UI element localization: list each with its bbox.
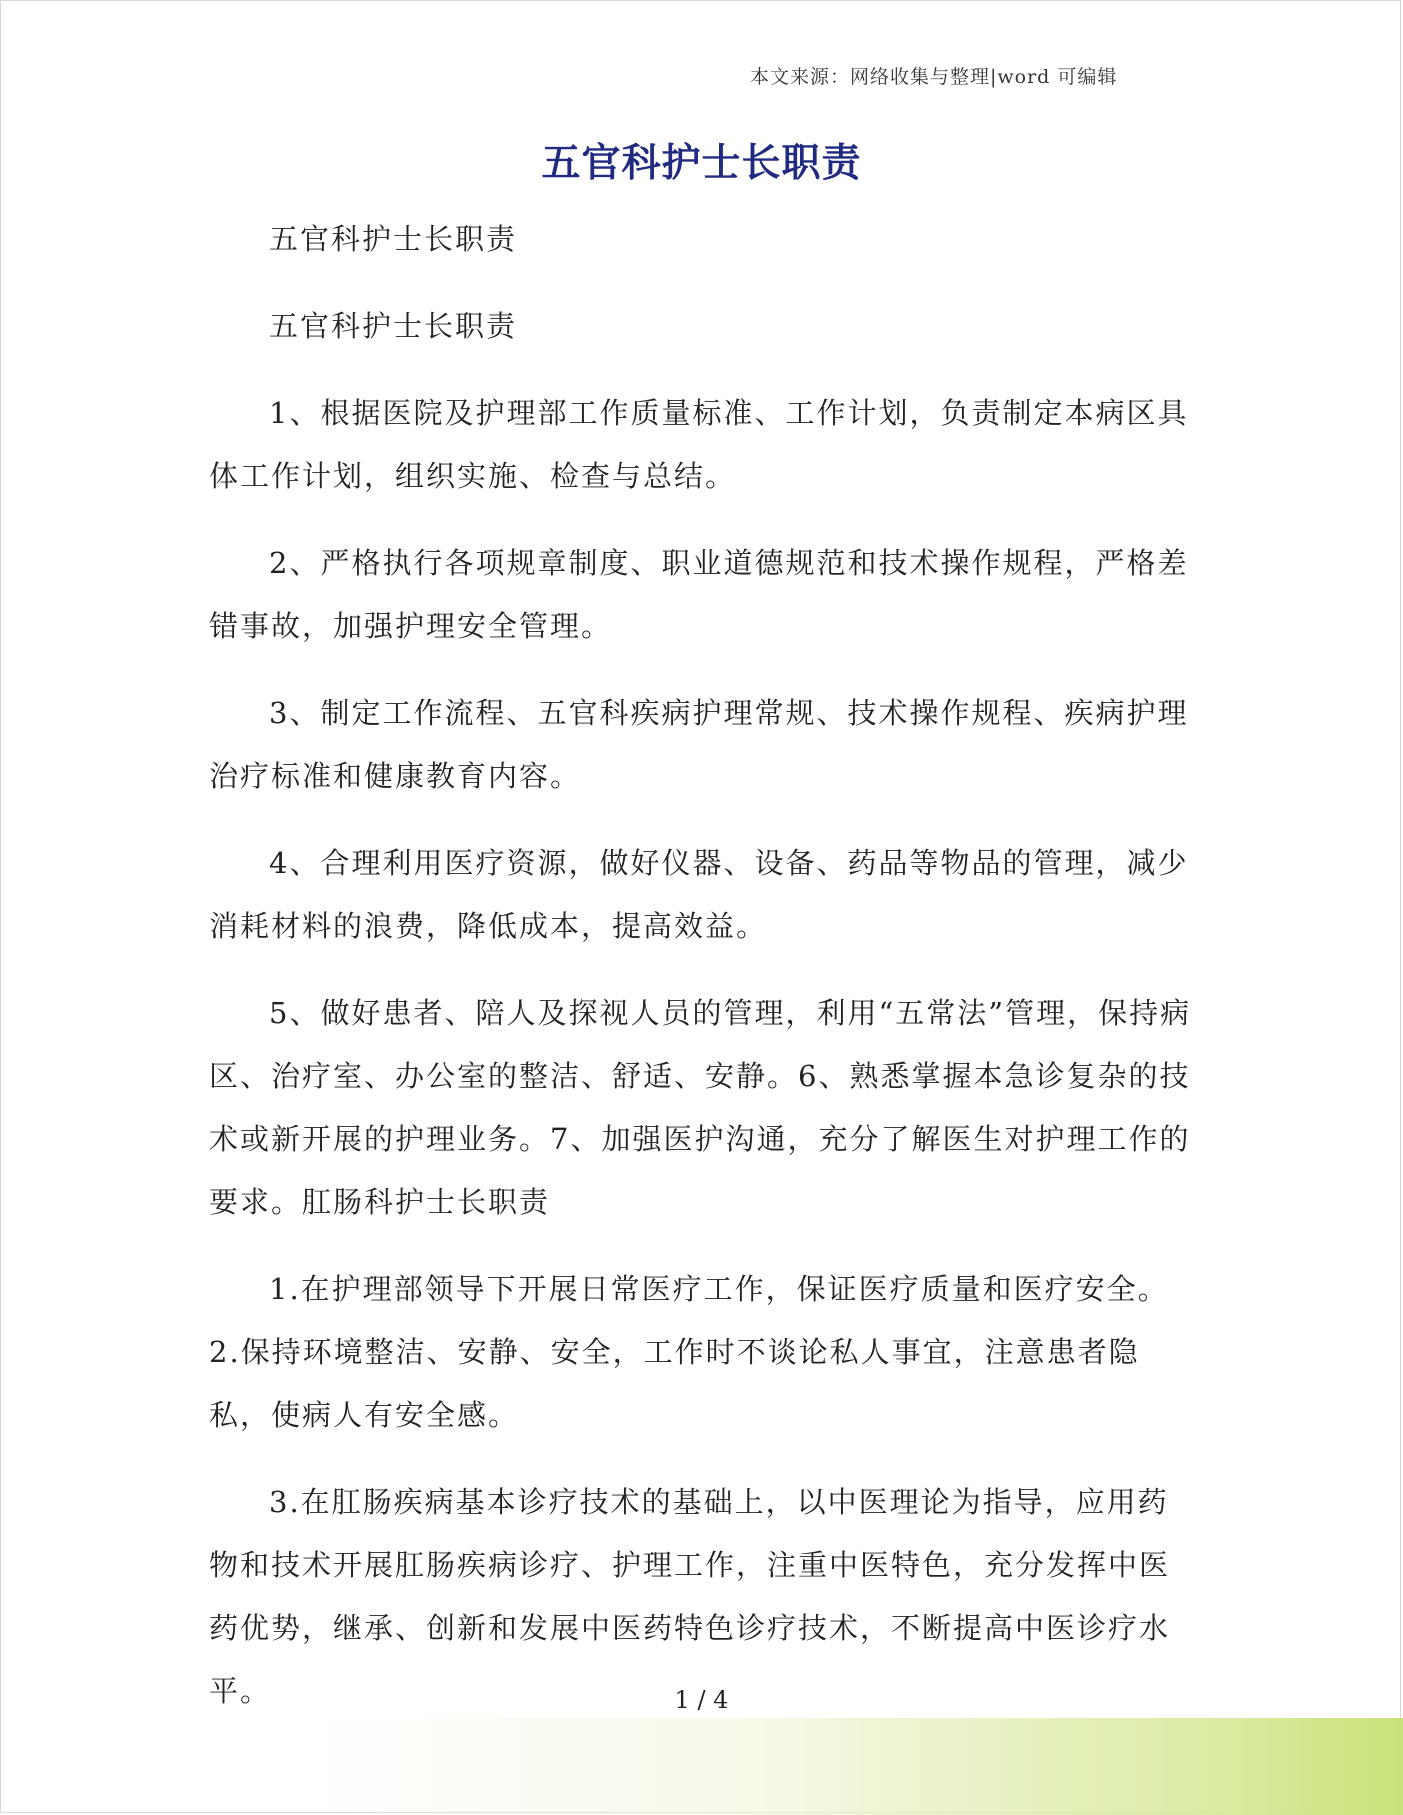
document-body bbox=[209, 208, 1199, 1747]
document-title: 五官科护士长职责 bbox=[541, 141, 862, 186]
paragraph: 5、做好患者、陪人及探视人员的管理，利用“五常法”管理，保持病区、治疗室、办公室的整洁、舒适、安静。6、熟悉掌握本急诊复杂的技术或新开展的护理业务。7、加强医护沟通，充分了解医生对护理工作的要求。肛肠科护士长职责 bbox=[209, 996, 1192, 1219]
footer-decorative-band bbox=[300, 1718, 1403, 1815]
paragraph: 3.在肛肠疾病基本诊疗技术的基础上，以中医理论为指导，应用药物和技术开展肛肠疾病诊疗、护理工作，注重中医特色，充分发挥中医药优势，继承、创新和发展中医药特色诊疗技术，不断提高中医诊疗水平。 bbox=[209, 1485, 1171, 1708]
paragraph: 4、合理利用医疗资源，做好仪器、设备、药品等物品的管理，减少消耗材料的浪费，降低成本，提高效益。 bbox=[209, 846, 1189, 943]
page-number: 1 / 4 bbox=[674, 1686, 729, 1714]
paragraph: 1、根据医院及护理部工作质量标准、工作计划，负责制定本病区具体工作计划，组织实施、检查与总结。 bbox=[209, 396, 1189, 493]
paragraph: 3、制定工作流程、五官科疾病护理常规、技术操作规程、疾病护理治疗标准和健康教育内容。 bbox=[209, 696, 1189, 793]
paragraph: 1.在护理部领导下开展日常医疗工作，保证医疗质量和医疗安全。2.保持环境整洁、安静、安全，工作时不谈论私人事宜，注意患者隐私，使病人有安全感。 bbox=[209, 1272, 1169, 1432]
paragraph: 2、严格执行各项规章制度、职业道德规范和技术操作规程，严格差错事故，加强护理安全管理。 bbox=[209, 546, 1189, 643]
document-source-header: 本文来源：网络收集与整理|word 可编辑 bbox=[750, 66, 1118, 88]
paragraph: 五官科护士长职责 bbox=[269, 222, 518, 256]
paragraph: 五官科护士长职责 bbox=[269, 309, 518, 343]
